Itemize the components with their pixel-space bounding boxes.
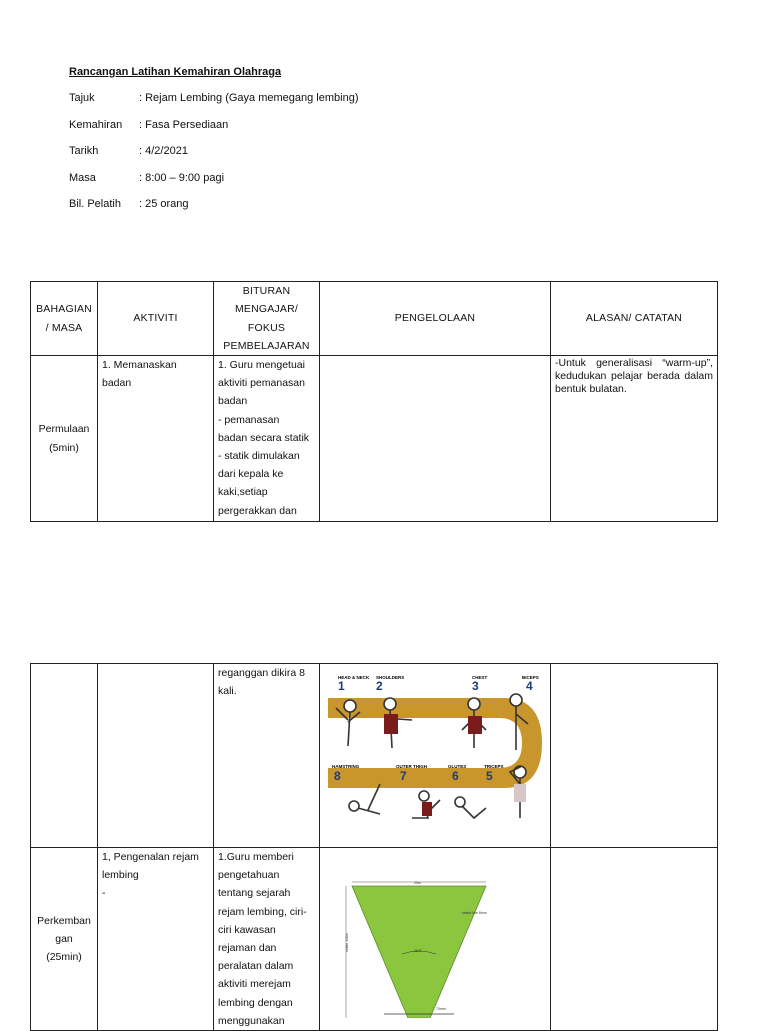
cell-bituran: reganggan dikira 8 kali. (214, 664, 320, 848)
field-label-side: sektor 100m (345, 932, 349, 952)
table-row-continued (31, 664, 718, 848)
info-row-tarikh (69, 143, 569, 170)
header-alasan: ALASAN/ CATATAN (551, 282, 718, 356)
stretch-label-chest: CHEST (472, 675, 488, 680)
header-bituran: BITURAN MENGAJAR/ FOKUS PEMBELAJARAN (214, 282, 320, 356)
cell-bahagian: Perkemban gan (25min) (31, 848, 98, 1031)
stretch-number: 6 (452, 769, 459, 783)
cell-bituran: 1.Guru memberi pengetahuan tentang sejarah rejam lembing, ciri- ciri kawasan rejaman dan peralatan dalam aktiviti merejam lembing dengan menggunakan (214, 848, 320, 1031)
info-value: : 8:00 – 9:00 pagi (139, 171, 225, 184)
cell-aktiviti: 1, Pengenalan rejam lembing - (98, 848, 214, 1031)
stretch-label-shoulders: SHOULDERS (376, 675, 405, 680)
stretch-number: 4 (526, 679, 533, 693)
cell-bahagian: Permulaan (5min) (31, 356, 98, 522)
field-label-right: sektor line 8mm (462, 911, 487, 915)
info-label: Kemahiran (69, 118, 123, 131)
field-label-mid: 28.9° (414, 949, 423, 953)
cell-pengelolaan (320, 664, 551, 848)
javelin-field-diagram (344, 878, 504, 1018)
lesson-plan-table-page2 (30, 663, 718, 1031)
stretch-label-glutes: GLUTES (448, 764, 467, 769)
cell-alasan (551, 848, 718, 1031)
header-bahagian: BAHAGIAN / MASA (31, 282, 98, 356)
table-header-row (31, 282, 718, 356)
stretch-number: 3 (472, 679, 479, 693)
stretching-exercises-illustration (324, 668, 546, 826)
cell-alasan (551, 664, 718, 848)
cell-pengelolaan (320, 356, 551, 522)
info-label: Masa (69, 171, 96, 184)
field-label-bottom: 70mm (436, 1007, 446, 1011)
info-row-masa (69, 170, 569, 197)
cell-bituran: 1. Guru mengetuai aktiviti pemanasan badan - pemanasan badan secara statik - statik dimulakan dari kepala ke kaki,setiap pergerakkan dan (214, 356, 320, 522)
document-header (69, 66, 569, 223)
stretch-number: 5 (486, 769, 493, 783)
cell-aktiviti (98, 664, 214, 848)
stretch-label-biceps: BICEPS (522, 675, 539, 680)
info-value: : 25 orang (139, 198, 189, 210)
stretch-number: 8 (334, 769, 341, 783)
info-row-tajuk (69, 90, 569, 117)
stretch-label-head-neck: HEAD & NECK (338, 675, 370, 680)
stretch-label-hamstring: HAMSTRING (332, 764, 360, 769)
cell-pengelolaan (320, 848, 551, 1031)
table-row-permulaan (31, 356, 718, 522)
stretch-label-outer-thigh: OUTER THIGH (396, 764, 427, 769)
stretch-number: 1 (338, 679, 345, 693)
table-row-perkembangan (31, 848, 718, 1031)
cell-alasan: -Untuk generalisasi “warm-up”, kedudukan pelajar berada dalam bentuk bulatan. (551, 356, 718, 522)
cell-bahagian (31, 664, 98, 848)
info-value: : Fasa Persediaan (139, 118, 229, 131)
stretch-label-triceps: TRICEPS (484, 764, 504, 769)
info-label: Tajuk (69, 92, 95, 104)
stretch-number: 2 (376, 679, 383, 693)
info-value: : 4/2/2021 (139, 145, 188, 157)
document-title: Rancangan Latihan Kemahiran Olahraga (69, 66, 282, 78)
header-pengelolaan: PENGELOLAAN (320, 282, 551, 356)
info-row-kemahiran (69, 117, 569, 144)
field-label-top: 25m (414, 881, 421, 885)
info-label: Tarikh (69, 145, 99, 157)
info-value: : Rejam Lembing (Gaya memegang lembing) (139, 92, 359, 104)
stretch-number: 7 (400, 769, 407, 783)
lesson-plan-table-page1 (30, 281, 718, 522)
cell-aktiviti: 1. Memanaskan badan (98, 356, 214, 522)
header-aktiviti: AKTIVITI (98, 282, 214, 356)
info-label: Bil. Pelatih (69, 198, 121, 210)
info-row-bil-pelatih (69, 196, 569, 223)
